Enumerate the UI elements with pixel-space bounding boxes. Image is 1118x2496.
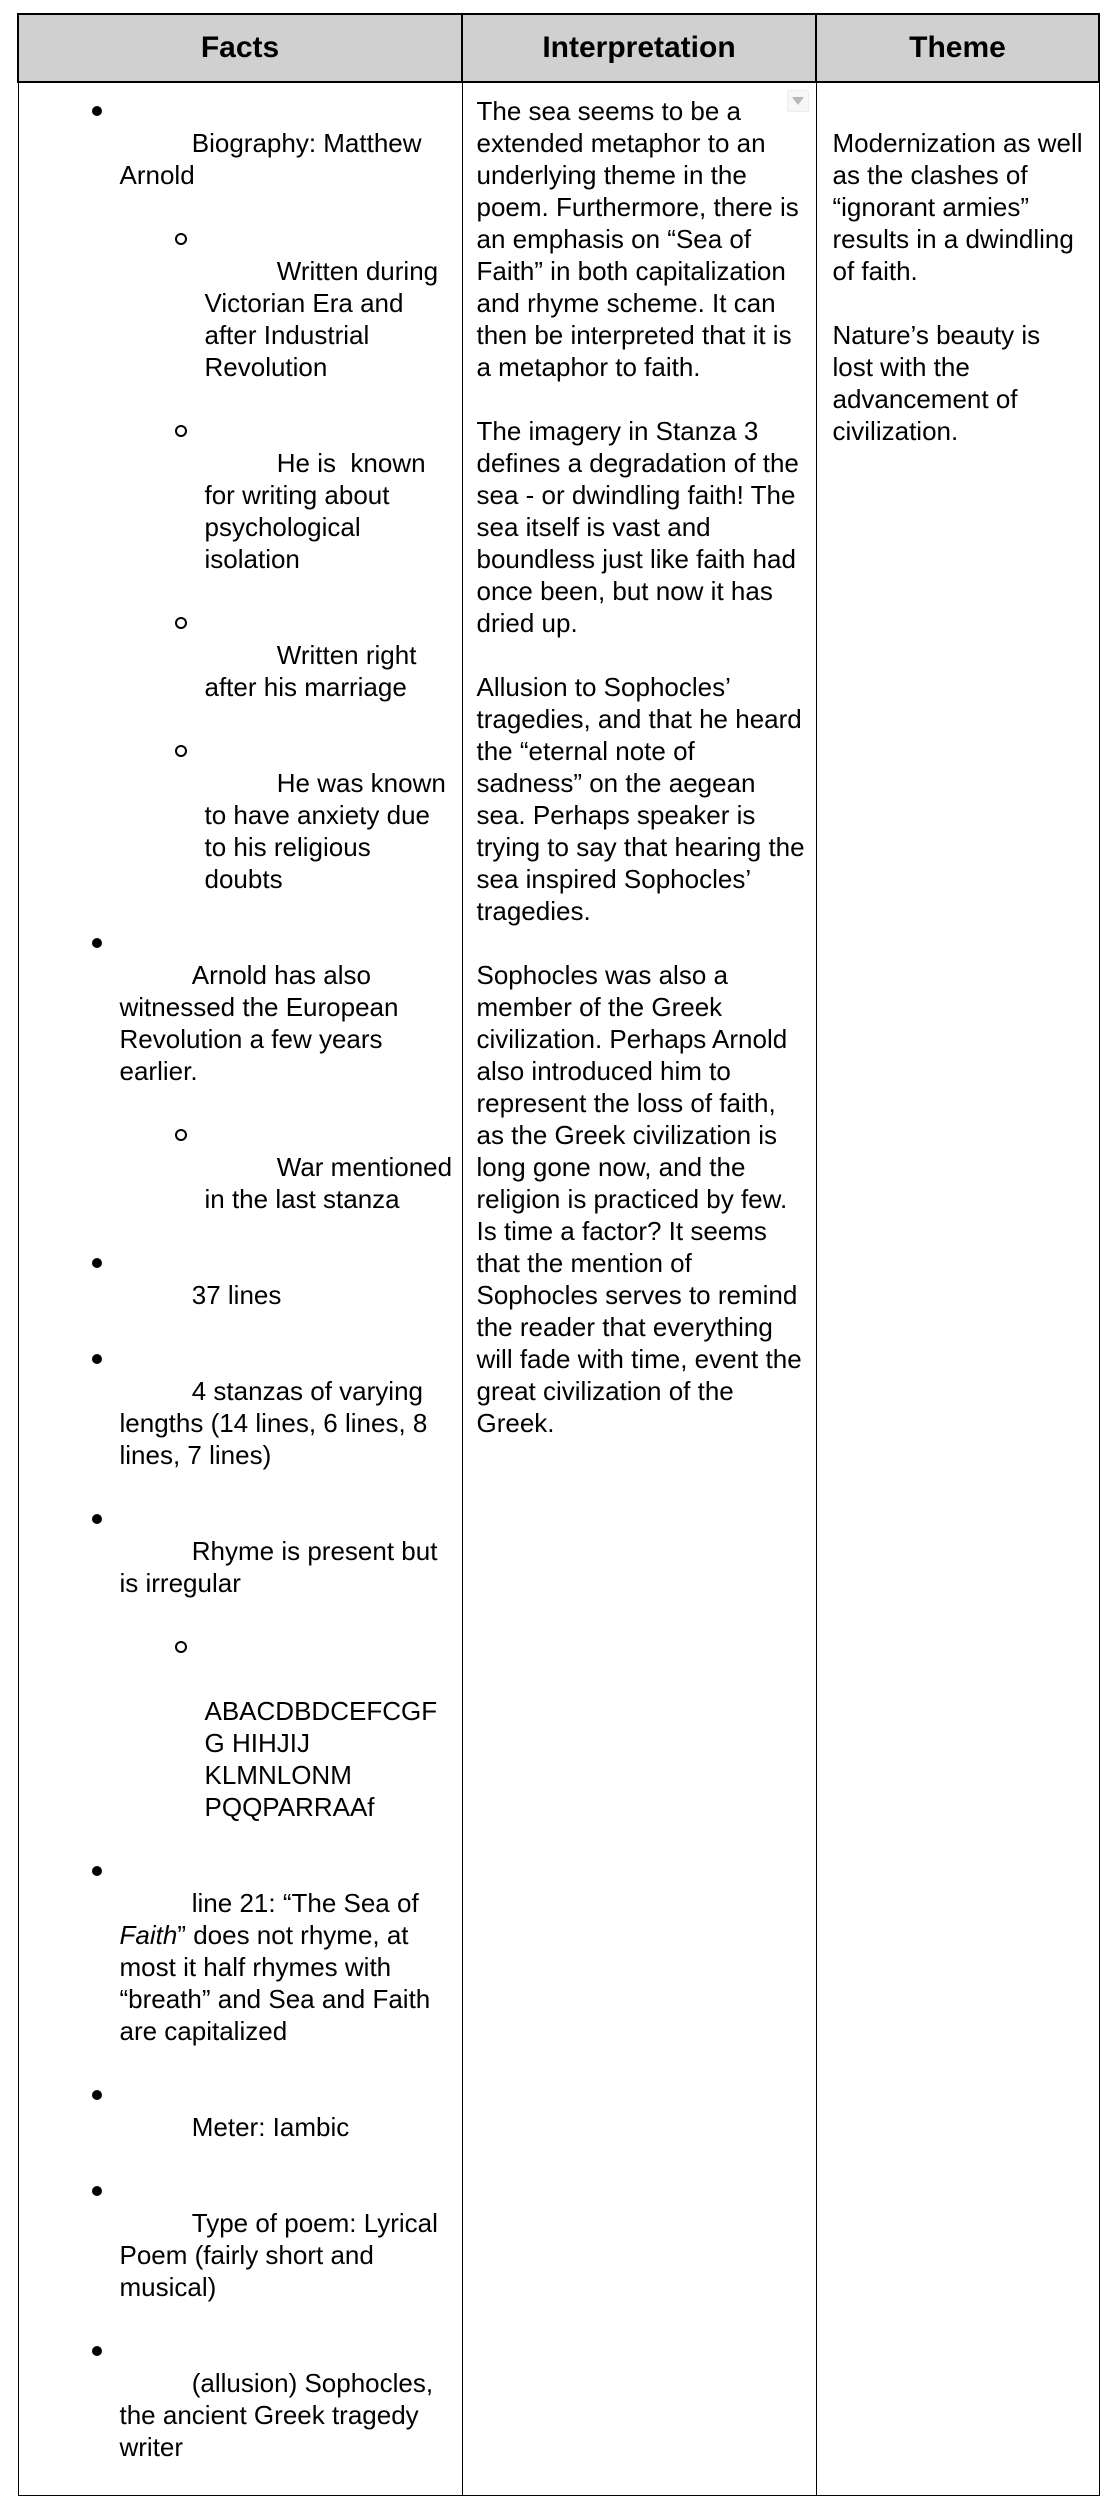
list-item xyxy=(19,1631,456,1855)
interpretation-paragraph: The sea seems to be a extended metaphor to an underlying theme in the poem. Furthermore, there is an emphasis on “Sea of Faith” in both capitalization and rhyme scheme. It can then be interpreted that it is a metaphor to faith. xyxy=(476,96,806,382)
list-item xyxy=(19,95,456,223)
list-item-text-pre: line 21: “The Sea of xyxy=(191,1888,426,1918)
bullet-icon xyxy=(92,938,102,948)
interpretation-paragraph: Allusion to Sophocles’ tragedies, and that he heard the “eternal note of sadness” on the aegean sea. Perhaps speaker is trying to say that hearing the sea inspired Sophocles’ tragedies. xyxy=(476,672,812,926)
list-item-text-italic: Faith xyxy=(119,1920,178,1950)
list-item xyxy=(19,2335,456,2495)
circle-bullet-icon xyxy=(175,1129,187,1141)
header-row xyxy=(18,14,1099,82)
list-item xyxy=(19,223,456,415)
list-item xyxy=(19,1343,456,1503)
list-item-text xyxy=(120,1888,438,2046)
list-item-text: He was known to have anxiety due to his religious doubts xyxy=(204,768,454,894)
dropdown-button[interactable] xyxy=(787,90,809,112)
analysis-table xyxy=(17,13,1100,2496)
bullet-icon xyxy=(92,1866,102,1876)
list-item-text: War mentioned in the last stanza xyxy=(204,1152,460,1214)
bullet-icon xyxy=(92,1514,102,1524)
circle-bullet-icon xyxy=(175,617,187,629)
theme-cell[interactable] xyxy=(816,82,1099,2496)
chevron-down-icon xyxy=(792,97,804,105)
bullet-icon xyxy=(92,2186,102,2196)
list-item-text: 4 stanzas of varying lengths (14 lines, 6 lines, 8 lines, 7 lines) xyxy=(119,1376,435,1470)
list-item xyxy=(19,607,456,735)
circle-bullet-icon xyxy=(175,745,187,757)
circle-bullet-icon xyxy=(175,233,187,245)
list-item-text: Rhyme is present but is irregular xyxy=(119,1536,445,1598)
list-item-text: Meter: Iambic xyxy=(191,2112,350,2142)
theme-paragraph: Modernization as well as the clashes of “ignorant armies” results in a dwindling of faith. xyxy=(832,128,1090,286)
circle-bullet-icon xyxy=(175,1641,187,1653)
facts-cell[interactable] xyxy=(18,82,462,2496)
header-cell-interpretation[interactable] xyxy=(462,14,816,82)
list-item xyxy=(19,2079,456,2175)
bullet-icon xyxy=(92,2346,102,2356)
list-item xyxy=(19,415,456,607)
theme-paragraph: Nature’s beauty is lost with the advancement of civilization. xyxy=(832,320,1048,446)
list-item xyxy=(19,1503,456,1631)
list-item-text: (allusion) Sophocles, the ancient Greek tragedy writer xyxy=(119,2368,441,2462)
list-item-text: Written right after his marriage xyxy=(204,640,424,702)
list-item xyxy=(19,1119,460,1247)
list-item-text: Type of poem: Lyrical Poem (fairly short and musical) xyxy=(119,2208,446,2302)
list-item-text: ABACDBDCEFCGFG HIHJIJ KLMNLONM PQQPARRAAf xyxy=(204,1696,438,1822)
list-item-text: Biography: Matthew Arnold xyxy=(119,128,428,190)
header-label-interpretation: Interpretation xyxy=(542,31,736,64)
list-item-text: He is known for writing about psychological isolation xyxy=(204,448,433,574)
header-cell-facts[interactable] xyxy=(18,14,462,82)
list-item-text-post: ” does not rhyme, at most it half rhymes with “breath” and Sea and Faith are capitalized xyxy=(119,1920,438,2046)
list-item xyxy=(19,1247,456,1343)
list-item-text: Arnold has also witnessed the European Revolution a few years earlier. xyxy=(119,960,406,1086)
bullet-icon xyxy=(92,1258,102,1268)
bullet-icon xyxy=(92,106,102,116)
list-item-text: 37 lines xyxy=(191,1280,282,1310)
list-item xyxy=(19,2175,456,2335)
list-item-text: Written during Victorian Era and after Industrial Revolution xyxy=(204,256,446,382)
header-label-facts: Facts xyxy=(200,31,280,64)
interpretation-cell[interactable] xyxy=(462,82,816,2496)
interpretation-paragraph: The imagery in Stanza 3 defines a degradation of the sea - or dwindling faith! The sea itself is vast and boundless just like faith had once been, but now it has dried up. xyxy=(476,416,807,638)
bullet-icon xyxy=(92,1354,102,1364)
body-row xyxy=(18,82,1099,2496)
bullet-icon xyxy=(92,2090,102,2100)
list-item xyxy=(19,1855,456,2079)
list-item xyxy=(19,927,456,1119)
circle-bullet-icon xyxy=(175,425,187,437)
header-label-theme: Theme xyxy=(909,31,1006,64)
interpretation-paragraph: Sophocles was also a member of the Greek civilization. Perhaps Arnold also introduced him to represent the loss of faith, as the Greek civilization is long gone now, and the religion is practiced by few. Is time a factor? It seems that the mention of Sophocles serves to remind the reader that everything will fade with time, event the great civilization of the Greek. xyxy=(476,960,809,1438)
list-item xyxy=(19,735,456,927)
header-cell-theme[interactable] xyxy=(816,14,1099,82)
